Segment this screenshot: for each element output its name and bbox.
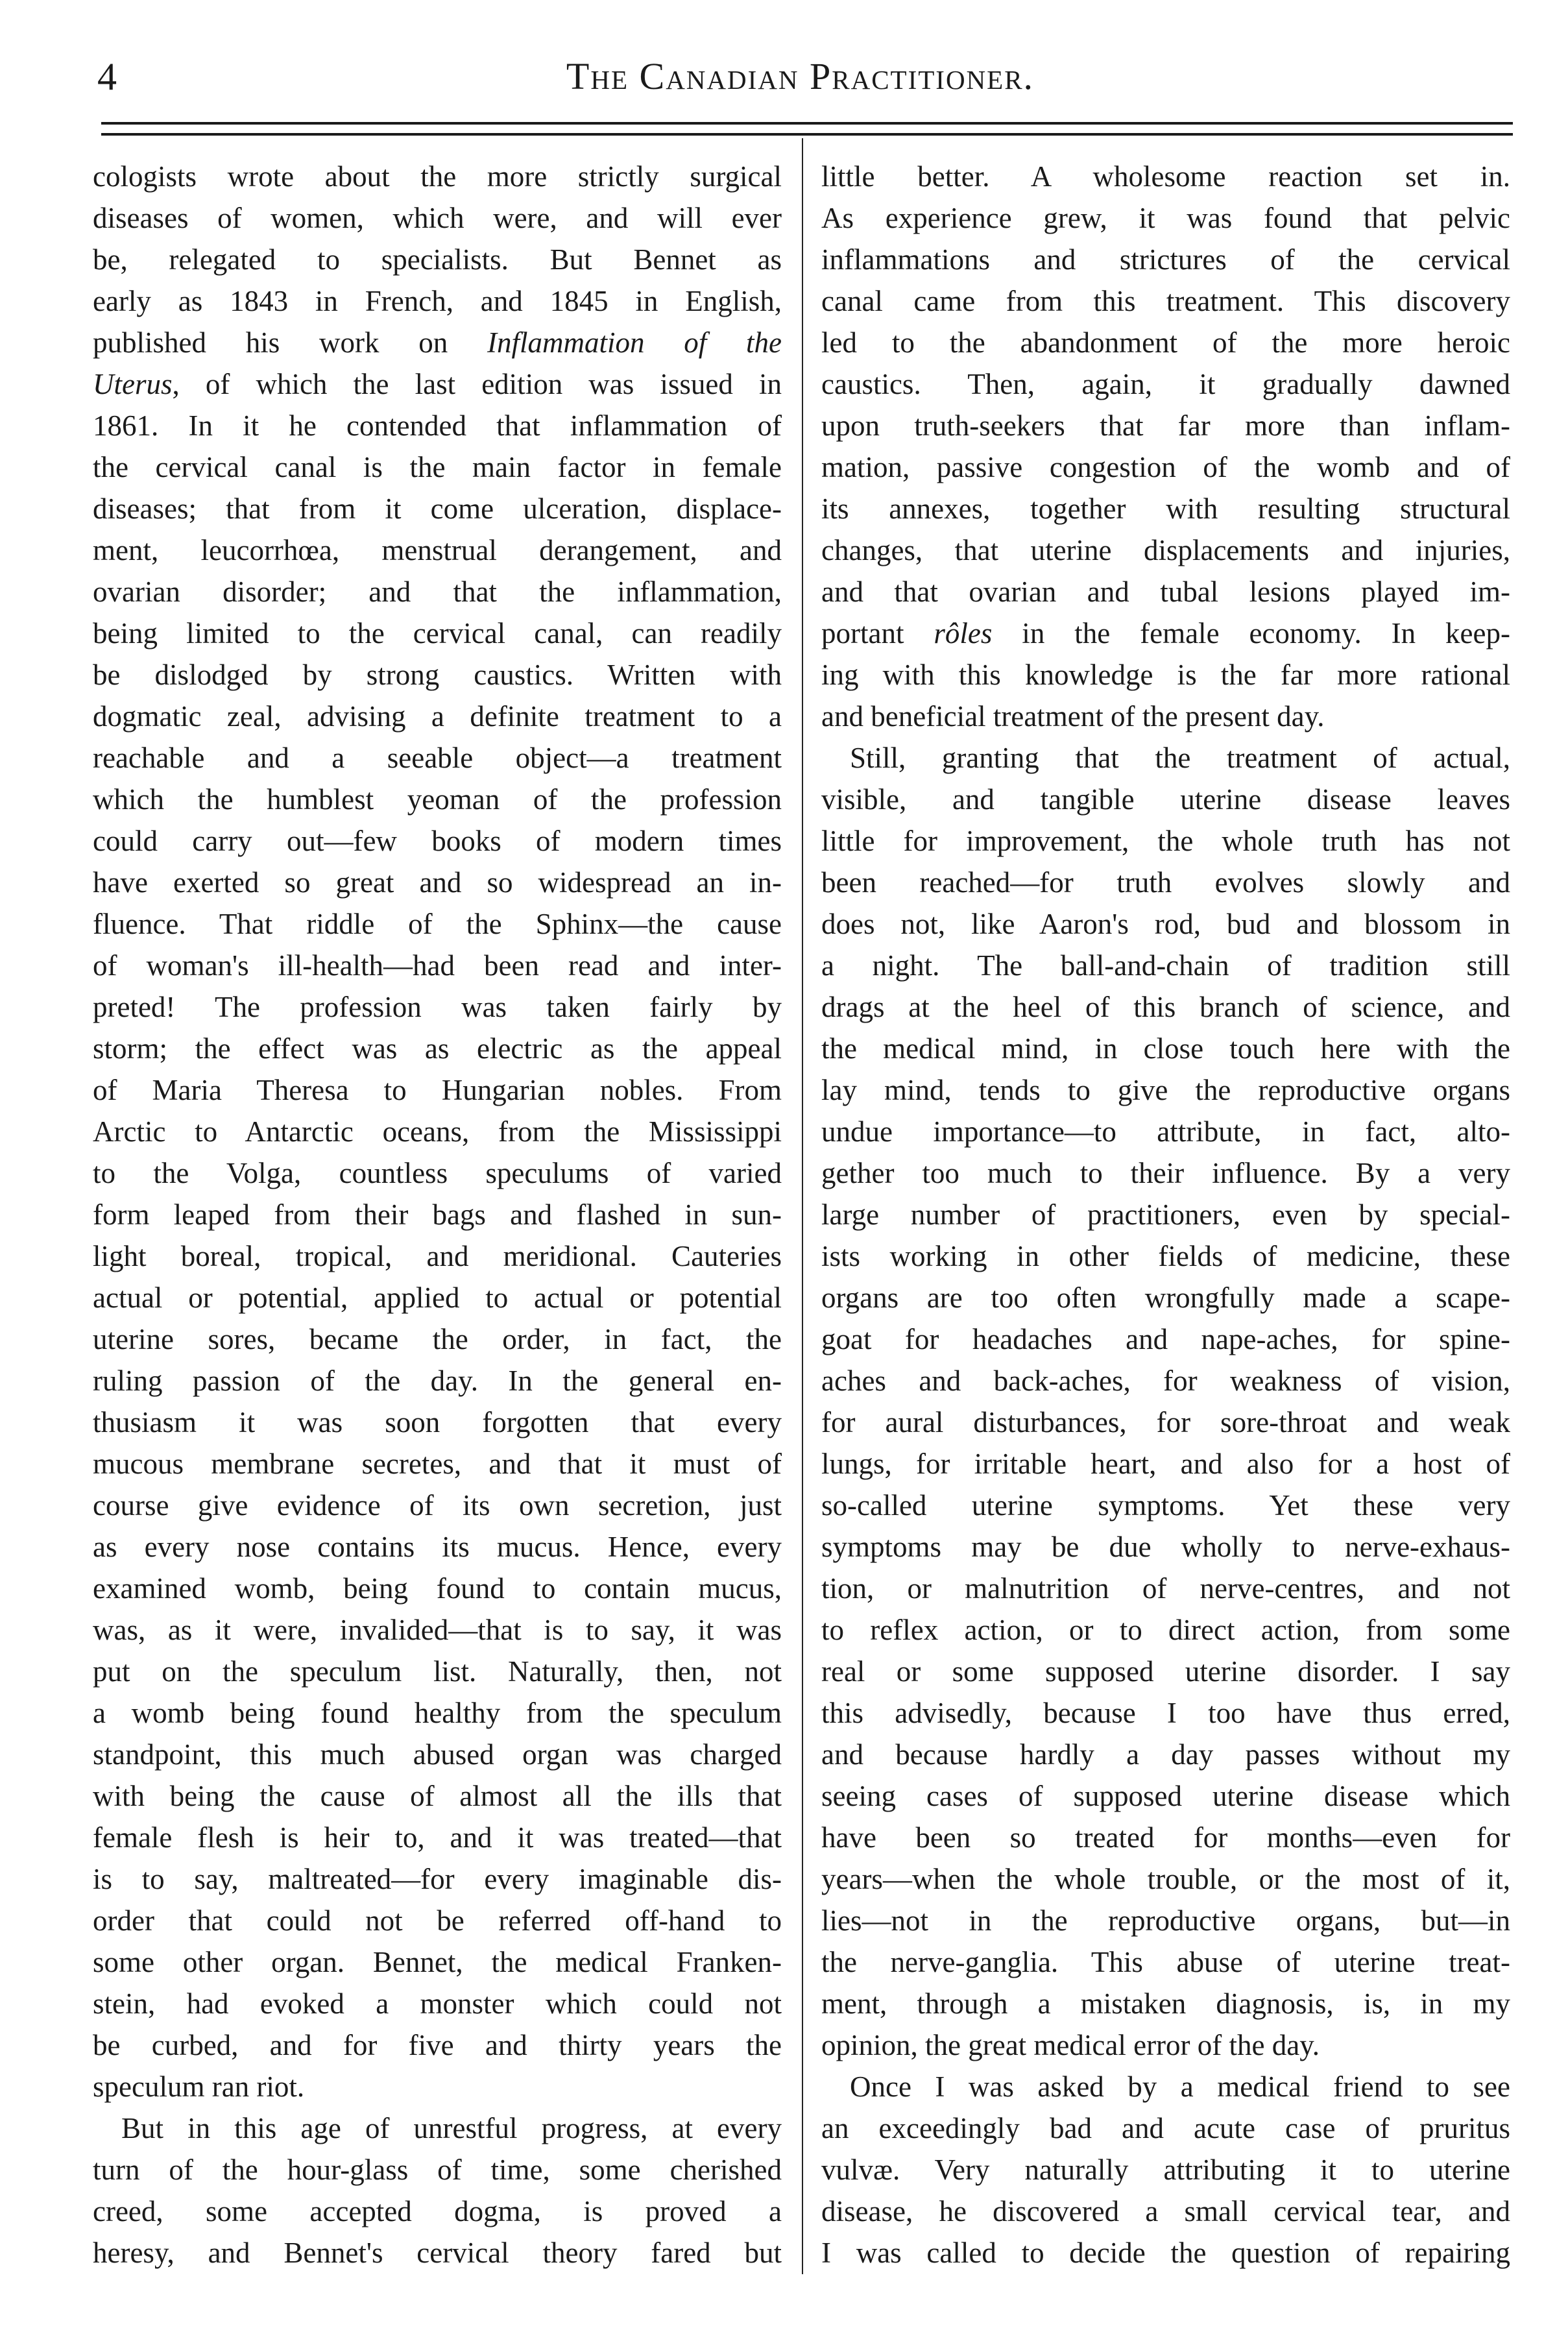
text-line: But in this age of unrestful progress, at every xyxy=(121,2112,782,2144)
text-line: aches and back-aches, for weakness of vision, xyxy=(821,1365,1510,1397)
text-line: some other organ. Bennet, the medical Franken- xyxy=(93,1946,782,1978)
column-divider xyxy=(802,138,803,2274)
text-line: so-called uterine symptoms. Yet these very xyxy=(821,1489,1510,1522)
text-line: was, as it were, invalided—that is to say, it was xyxy=(93,1614,782,1646)
text-line: Still, granting that the treatment of actual, xyxy=(850,742,1510,774)
text-line: upon truth-seekers that far more than inflam- xyxy=(821,409,1510,442)
text-line: put on the speculum list. Naturally, then, not xyxy=(93,1655,782,1688)
text-line: tion, or malnutrition of nerve-centres, and not xyxy=(821,1572,1510,1605)
text-line: have exerted so great and so widespread an in- xyxy=(93,866,782,899)
text-line: lies—not in the reproductive organs, but—in xyxy=(821,1904,1510,1937)
text-line: storm; the effect was as electric as the appeal xyxy=(93,1032,782,1065)
text-line: ment, leucorrhœa, menstrual derangement, and xyxy=(93,534,782,566)
text-line xyxy=(93,322,782,363)
text-line: cologists wrote about the more strictly surgical xyxy=(93,160,782,193)
text-line: and beneficial treatment of the present day. xyxy=(821,700,1325,733)
text-line: could carry out—few books of modern times xyxy=(93,825,782,857)
text-line: as every nose contains its mucus. Hence, every xyxy=(93,1531,782,1563)
italic-text: Uterus xyxy=(93,368,173,400)
text-line: standpoint, this much abused organ was charged xyxy=(93,1738,782,1771)
text-line: a night. The ball-and-chain of tradition still xyxy=(821,949,1510,982)
text-line: an exceedingly bad and acute case of pruritus xyxy=(821,2112,1510,2144)
text-line: light boreal, tropical, and meridional. Cauteries xyxy=(93,1240,782,1272)
text-line: seeing cases of supposed uterine disease which xyxy=(821,1780,1510,1812)
text-line xyxy=(93,363,782,405)
text-line: with being the cause of almost all the ills that xyxy=(93,1780,782,1812)
text-line: diseases; that from it come ulceration, displace- xyxy=(93,492,782,525)
text-line: examined womb, being found to contain mucus, xyxy=(93,1572,782,1605)
text-segment: portant xyxy=(821,617,934,649)
text-line: dogmatic zeal, advising a definite treatment to a xyxy=(93,700,782,733)
header-rule-thick xyxy=(101,122,1513,125)
text-line: disease, he discovered a small cervical tear, and xyxy=(821,2195,1510,2227)
text-line: this advisedly, because I too have thus erred, xyxy=(821,1697,1510,1729)
text-line: mation, passive congestion of the womb and of xyxy=(821,451,1510,483)
text-segment: , of which the last edition was issued in xyxy=(172,368,782,400)
text-line: I was called to decide the question of repairing xyxy=(821,2237,1510,2269)
left-column xyxy=(93,156,782,2274)
text-line: ruling passion of the day. In the general en- xyxy=(93,1365,782,1397)
text-line: its annexes, together with resulting structural xyxy=(821,492,1510,525)
text-line: the cervical canal is the main factor in female xyxy=(93,451,782,483)
text-line: little for improvement, the whole truth has not xyxy=(821,825,1510,857)
text-line: order that could not be referred off-hand to xyxy=(93,1904,782,1937)
text-line: heresy, and Bennet's cervical theory fared but xyxy=(93,2237,782,2269)
text-line: large number of practitioners, even by special- xyxy=(821,1198,1510,1231)
text-line: Arctic to Antarctic oceans, from the Mississippi xyxy=(93,1115,782,1148)
text-line: drags at the heel of this branch of science, and xyxy=(821,991,1510,1023)
text-line: opinion, the great medical error of the day. xyxy=(821,2029,1320,2061)
text-line: the medical mind, in close touch here with the xyxy=(821,1032,1510,1065)
text-line: be curbed, and for five and thirty years the xyxy=(93,2029,782,2061)
header-rule-thin xyxy=(101,133,1513,136)
text-segment: in the female economy. In keep- xyxy=(992,617,1510,649)
text-line: be, relegated to specialists. But Bennet as xyxy=(93,243,782,276)
text-line: uterine sores, became the order, in fact, the xyxy=(93,1323,782,1355)
text-line: ing with this knowledge is the far more rational xyxy=(821,659,1510,691)
text-segment: published his work on xyxy=(93,326,488,359)
text-line xyxy=(821,613,1510,654)
text-line: goat for headaches and nape-aches, for spine- xyxy=(821,1323,1510,1355)
text-line: ovarian disorder; and that the inflammation, xyxy=(93,576,782,608)
text-line: caustics. Then, again, it gradually dawned xyxy=(821,368,1510,400)
text-line: ment, through a mistaken diagnosis, is, in my xyxy=(821,1987,1510,2020)
page-number: 4 xyxy=(97,55,117,98)
text-line: years—when the whole trouble, or the most of it, xyxy=(821,1863,1510,1895)
text-line: form leaped from their bags and flashed in sun- xyxy=(93,1198,782,1231)
text-line: of woman's ill-health—had been read and inter- xyxy=(93,949,782,982)
text-line: stein, had evoked a monster which could not xyxy=(93,1987,782,2020)
text-line: turn of the hour-glass of time, some cherished xyxy=(93,2154,782,2186)
text-line: creed, some accepted dogma, is proved a xyxy=(93,2195,782,2227)
text-line: Once I was asked by a medical friend to see xyxy=(850,2070,1510,2103)
text-line: little better. A wholesome reaction set in. xyxy=(821,160,1510,193)
text-line: course give evidence of its own secretion, just xyxy=(93,1489,782,1522)
text-line: changes, that uterine displacements and injuries, xyxy=(821,534,1510,566)
text-line: been reached—for truth evolves slowly and xyxy=(821,866,1510,899)
text-line: to the Volga, countless speculums of varied xyxy=(93,1157,782,1189)
text-line: undue importance—to attribute, in fact, alto- xyxy=(821,1115,1510,1148)
text-line: diseases of women, which were, and will ever xyxy=(93,202,782,234)
text-line: female flesh is heir to, and it was treated—that xyxy=(93,1821,782,1854)
text-line: does not, like Aaron's rod, bud and blossom in xyxy=(821,908,1510,940)
text-line: fluence. That riddle of the Sphinx—the cause xyxy=(93,908,782,940)
right-column xyxy=(821,156,1510,2274)
text-line: real or some supposed uterine disorder. I say xyxy=(821,1655,1510,1688)
text-line: is to say, maltreated—for every imaginable dis- xyxy=(93,1863,782,1895)
italic-text: rôles xyxy=(934,617,993,649)
text-line: actual or potential, applied to actual or potential xyxy=(93,1281,782,1314)
text-line: canal came from this treatment. This discovery xyxy=(821,285,1510,317)
text-line: which the humblest yeoman of the profession xyxy=(93,783,782,816)
text-line: of Maria Theresa to Hungarian nobles. From xyxy=(93,1074,782,1106)
text-line: inflammations and strictures of the cervical xyxy=(821,243,1510,276)
text-line: and that ovarian and tubal lesions played im- xyxy=(821,576,1510,608)
text-line: to reflex action, or to direct action, from some xyxy=(821,1614,1510,1646)
text-line: led to the abandonment of the more heroic xyxy=(821,326,1510,359)
text-line: organs are too often wrongfully made a scape- xyxy=(821,1281,1510,1314)
text-line: ists working in other fields of medicine, these xyxy=(821,1240,1510,1272)
text-line: preted! The profession was taken fairly by xyxy=(93,991,782,1023)
italic-text: Inflammation of the xyxy=(487,326,782,359)
text-line: visible, and tangible uterine disease leaves xyxy=(821,783,1510,816)
text-line: for aural disturbances, for sore-throat and weak xyxy=(821,1406,1510,1438)
text-line: be dislodged by strong caustics. Written with xyxy=(93,659,782,691)
text-line: gether too much to their influence. By a very xyxy=(821,1157,1510,1189)
text-line: and because hardly a day passes without my xyxy=(821,1738,1510,1771)
text-line: symptoms may be due wholly to nerve-exhaus- xyxy=(821,1531,1510,1563)
text-line: the nerve-ganglia. This abuse of uterine treat- xyxy=(821,1946,1510,1978)
text-line: being limited to the cervical canal, can readily xyxy=(93,617,782,649)
text-line: 1861. In it he contended that inflammation of xyxy=(93,409,782,442)
text-line: thusiasm it was soon forgotten that every xyxy=(93,1406,782,1438)
text-line: early as 1843 in French, and 1845 in English, xyxy=(93,285,782,317)
text-line: lungs, for irritable heart, and also for a host of xyxy=(821,1448,1510,1480)
text-line: a womb being found healthy from the speculum xyxy=(93,1697,782,1729)
text-line: have been so treated for months—even for xyxy=(821,1821,1510,1854)
text-line: mucous membrane secretes, and that it must of xyxy=(93,1448,782,1480)
text-line: speculum ran riot. xyxy=(93,2070,305,2103)
text-line: As experience grew, it was found that pelvic xyxy=(821,202,1510,234)
text-line: vulvæ. Very naturally attributing it to uterine xyxy=(821,2154,1510,2186)
text-line: reachable and a seeable object—a treatment xyxy=(93,742,782,774)
text-line: lay mind, tends to give the reproductive organs xyxy=(821,1074,1510,1106)
running-title: The Canadian Practitioner. xyxy=(566,55,1035,97)
